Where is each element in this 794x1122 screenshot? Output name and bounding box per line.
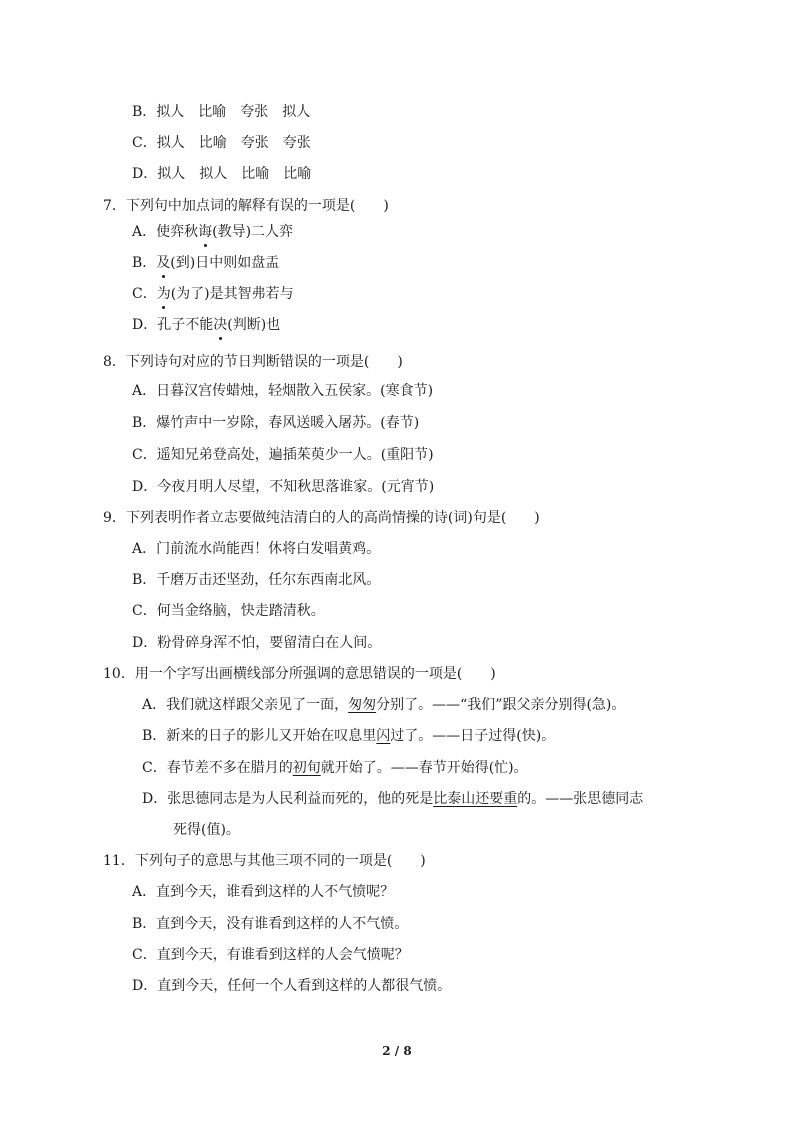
- q6-option-c: C．拟人 比喻 夸张 夸张: [132, 135, 311, 151]
- underlined-phrase: 初旬: [292, 760, 321, 776]
- underlined-phrase: 匆匆: [348, 697, 377, 713]
- q9-option-b: B．千磨万击还坚劲，任尔东西南北风。: [132, 572, 381, 588]
- q8-option-b: B．爆竹声中一岁除，春风送暖入屠苏。(春节): [132, 415, 420, 431]
- q9-option-a: A．门前流水尚能西！休将白发唱黄鸡。: [132, 541, 381, 557]
- underlined-phrase: 闪: [376, 728, 391, 744]
- q10-option-d: D．张思德同志是为人民利益而死的，他的死是比泰山还要重的。——张思德同志: [142, 791, 644, 807]
- q10-stem: 10．用一个字写出画横线部分所强调的意思错误的一项是( ): [103, 666, 496, 682]
- dotted-word: 决: [213, 317, 228, 333]
- dotted-word: 诲: [198, 224, 213, 240]
- q7-option-a: A．使弈秋诲(教导)二人弈: [132, 224, 294, 240]
- q7-option-d: D．孔子不能决(判断)也: [132, 317, 281, 333]
- q7-stem: 7．下列句中加点词的解释有误的一项是( ): [103, 198, 389, 214]
- q10-option-c: C．春节差不多在腊月的初旬就开始了。——春节开始得(忙)。: [142, 760, 528, 776]
- dotted-word: 及: [156, 255, 171, 271]
- q11-option-c: C．直到今天，有谁看到这样的人会气愤呢？: [132, 947, 409, 963]
- q10-option-d-continuation: 死得(值)。: [173, 822, 240, 838]
- q9-stem: 9．下列表明作者立志要做纯洁清白的人的高尚情操的诗(词)句是( ): [103, 510, 540, 526]
- q8-option-d: D．今夜月明人尽望，不知秋思落谁家。(元宵节): [132, 479, 435, 495]
- q6-option-b: B．拟人 比喻 夸张 拟人: [132, 104, 311, 120]
- q9-option-c: C．何当金络脑，快走踏清秋。: [132, 603, 325, 619]
- q11-option-a: A．直到今天，谁看到这样的人不气愤呢？: [132, 884, 395, 900]
- page-number: 2 / 8: [382, 1044, 412, 1058]
- underlined-phrase: 比泰山还要重: [433, 791, 518, 807]
- q11-option-d: D．直到今天，任何一个人看到这样的人都很气愤。: [132, 978, 452, 994]
- dotted-word: 为: [156, 286, 171, 302]
- q8-option-c: C．遥知兄弟登高处，遍插茱萸少一人。(重阳节): [132, 447, 434, 463]
- q7-option-b: B．及(到)日中则如盘盂: [132, 255, 280, 271]
- q9-option-d: D．粉骨碎身浑不怕，要留清白在人间。: [132, 635, 382, 651]
- q11-stem: 11．下列句子的意思与其他三项不同的一项是( ): [103, 853, 426, 869]
- q11-option-b: B．直到今天，没有谁看到这样的人不气愤。: [132, 916, 409, 932]
- q10-option-a: A．我们就这样跟父亲见了一面，匆匆分别了。——“我们”跟父亲分别得(急)。: [142, 697, 626, 713]
- q8-stem: 8．下列诗句对应的节日判断错误的一项是( ): [103, 354, 403, 370]
- q8-option-a: A．日暮汉宫传蜡烛，轻烟散入五侯家。(寒食节): [132, 383, 434, 399]
- q10-option-b: B．新来的日子的影儿又开始在叹息里闪过了。——日子过得(快)。: [142, 728, 556, 744]
- q6-option-d: D．拟人 拟人 比喻 比喻: [132, 166, 312, 182]
- q7-option-c: C．为(为了)是其智弗若与: [132, 286, 294, 302]
